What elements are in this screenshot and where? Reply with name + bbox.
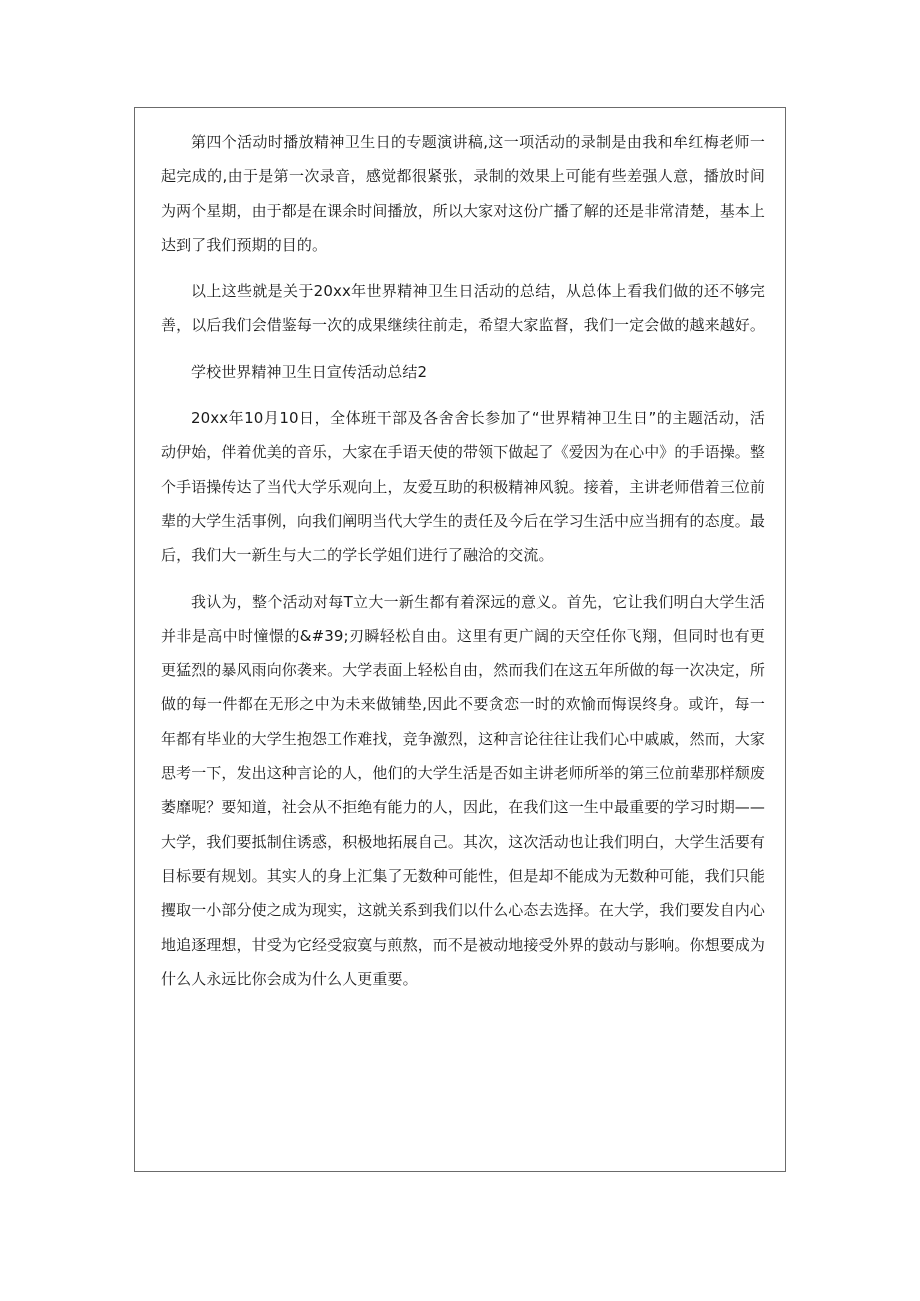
paragraph-activity-four: 第四个活动时播放精神卫生日的专题演讲稿,这一项活动的录制是由我和牟红梅老师一起完成的,由于是第一次录音，感觉都很紧张，录制的效果上可能有些差强人意，播放时间为两个星期，由于都是在课余时间播放，所以大家对这份广播了解的还是非常清楚，基本上达到了我们预期的目的。: [161, 133, 766, 254]
document-body: [161, 125, 765, 996]
paragraph-summary-conclusion: 以上这些就是关于20xx年世界精神卫生日活动的总结，从总体上看我们做的还不够完善，以后我们会借鉴每一次的成果继续往前走，希望大家监督，我们一定会做的越来越好。: [161, 282, 766, 335]
page-frame: [134, 107, 786, 1172]
section-heading: 学校世界精神卫生日宣传活动总结2: [191, 362, 428, 381]
paragraph-event-description: 20xx年10月10日，全体班干部及各舍舍长参加了“世界精神卫生日”的主题活动，活动伊始，伴着优美的音乐，大家在手语天使的带领下做起了《爱因为在心中》的手语操。整个手语操传达了当代大学乐观向上，友爱互助的积极精神风貌。接着，主讲老师借着三位前辈的大学生活事例，向我们阐明当代大学生的责任及今后在学习生活中应当拥有的态度。最后，我们大一新生与大二的学长学姐们进行了融洽的交流。: [161, 409, 766, 565]
paragraph-reflection: 我认为，整个活动对每T立大一新生都有着深远的意义。首先，它让我们明白大学生活并非是高中时憧憬的&#39;刃瞬轻松自由。这里有更广阔的天空任你飞翔，但同时也有更更猛烈的暴风雨向你袭来。大学表面上轻松自由，然而我们在这五年所做的每一次决定，所做的每一件都在无形之中为未来做铺垫,因此不要贪恋一时的欢愉而悔误终身。或许，每一年都有毕业的大学生抱怨工作难找，竞争激烈，这种言论往往让我们心中戚戚，然而，大家思考一下，发出这种言论的人，他们的大学生活是否如主讲老师所举的第三位前辈那样颓废萎靡呢？要知道，社会从不拒绝有能力的人，因此，在我们这一生中最重要的学习时期——大学，我们要抵制住诱惑，积极地拓展自己。其次，这次活动也让我们明白，大学生活要有目标要有规划。其实人的身上汇集了无数种可能性，但是却不能成为无数种可能，我们只能攫取一小部分使之成为现实，这就关系到我们以什么心态去选择。在大学，我们要发自内心地追逐理想，甘受为它经受寂寞与煎熬，而不是被动地接受外界的鼓动与影响。你想要成为什么人永远比你会成为什么人更重要。: [161, 592, 766, 988]
